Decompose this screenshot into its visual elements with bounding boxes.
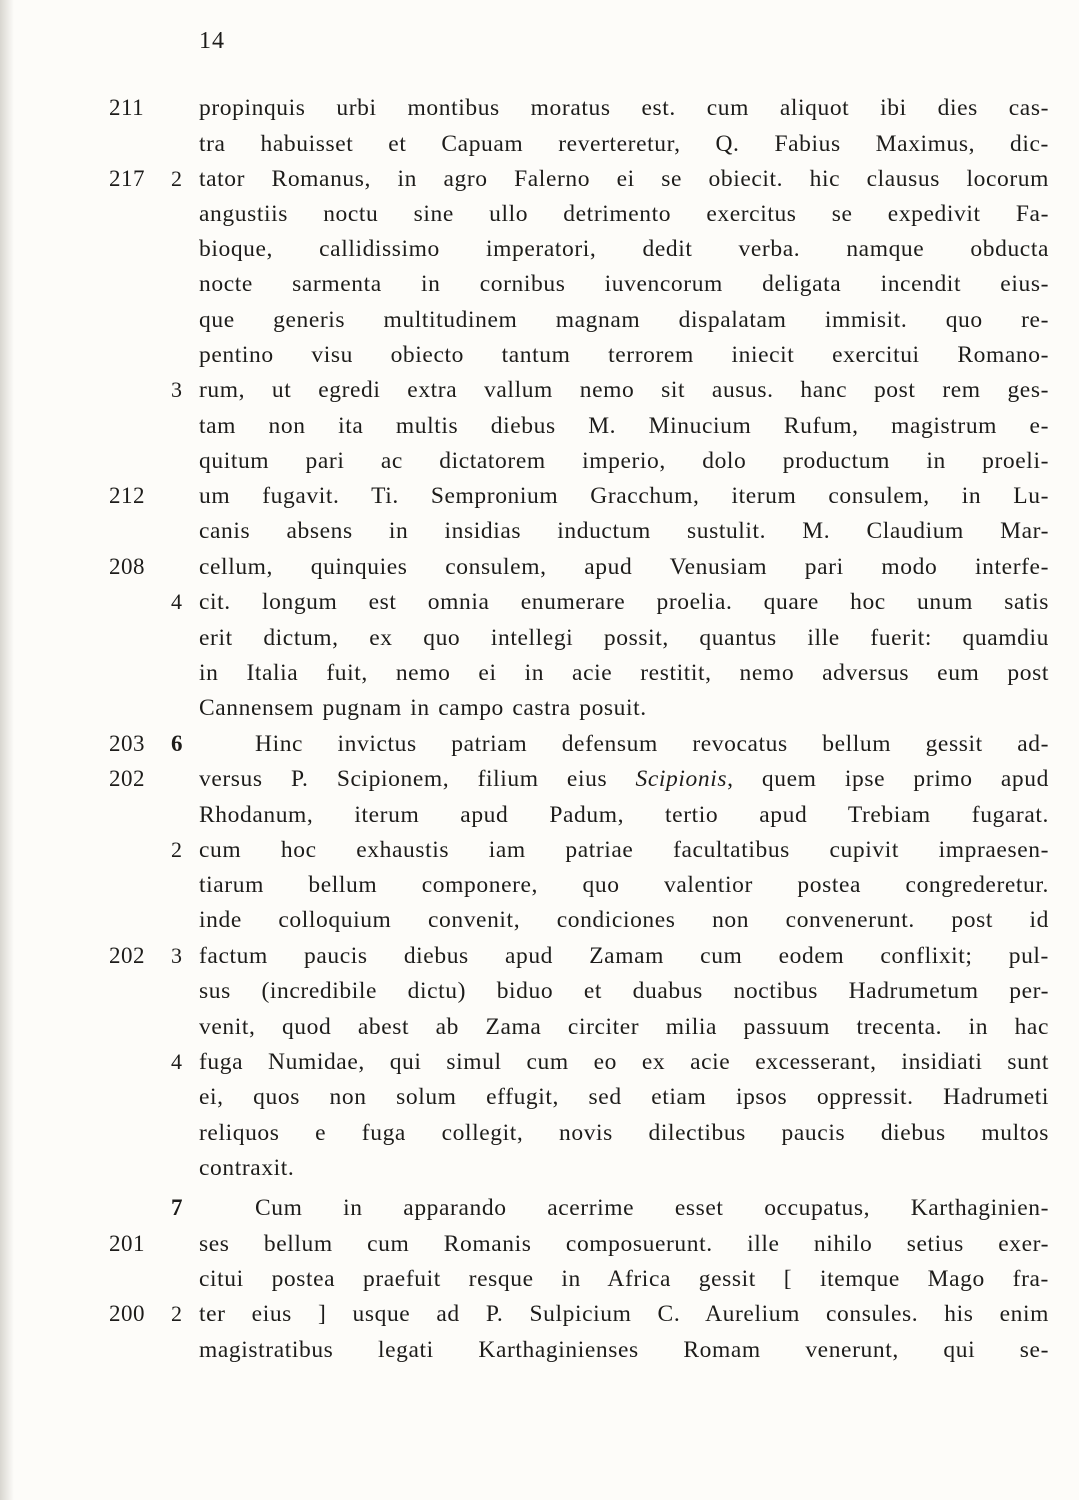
text-line — [0, 1009, 1079, 1045]
section-number: 4 — [171, 589, 182, 614]
line-text: inde colloquium convenit, condiciones non convenerunt. post id — [199, 907, 1049, 933]
year-margin-note: 203 — [109, 731, 145, 756]
page-number: 14 — [199, 28, 225, 54]
line-text: tam non ita multis diebus M. Minucium Rufum, magistrum e- — [199, 413, 1049, 439]
text-line — [0, 513, 1079, 549]
line-text: in Italia fuit, nemo ei in acie restitit, nemo adversus eum post — [199, 660, 1049, 686]
line-text: cit. longum est omnia enumerare proelia. quare hoc unum satis — [199, 589, 1049, 615]
line-text: Cannensem pugnam in campo castra posuit. — [199, 695, 647, 721]
italic-word: Scipionis — [635, 766, 728, 792]
text-line — [0, 867, 1079, 903]
line-text: propinquis urbi montibus moratus est. cum aliquot ibi dies cas- — [199, 95, 1049, 121]
line-text: citui postea praefuit resque in Africa gessit [ itemque Mago fra- — [199, 1266, 1049, 1292]
line-text: erit dictum, ex quo intellegi possit, quantus ille fuerit: quamdiu — [199, 625, 1049, 651]
text-line — [0, 443, 1079, 479]
chapter-number: 6 — [171, 731, 183, 756]
line-text: fuga Numidae, qui simul cum eo ex acie excesserant, insidiati sunt — [199, 1049, 1049, 1075]
line-text: tra habuisset et Capuam reverteretur, Q. Fabius Maximus, dic- — [199, 131, 1049, 157]
line-text: tiarum bellum componere, quo valentior postea congrederetur. — [199, 872, 1049, 898]
line-text: tator Romanus, in agro Falerno ei se obiecit. hic clausus locorum — [199, 166, 1049, 192]
line-text: sus (incredibile dictu) biduo et duabus noctibus Hadrumetum per- — [199, 978, 1049, 1004]
line-text: angustiis noctu sine ullo detrimento exercitus se expedivit Fa- — [199, 201, 1049, 227]
line-text: ei, quos non solum effugit, sed etiam ipsos oppressit. Hadrumeti — [199, 1084, 1049, 1110]
text-line — [0, 1261, 1079, 1297]
text-line — [0, 973, 1079, 1009]
text-line — [0, 549, 1079, 585]
text-line — [0, 620, 1079, 656]
line-text: bioque, callidissimo imperatori, dedit verba. namque obducta — [199, 236, 1049, 262]
text-line — [0, 902, 1079, 938]
line-text: Hinc invictus patriam defensum revocatus bellum gessit ad- — [255, 731, 1049, 757]
line-text: canis absens in insidias inductum sustulit. M. Claudium Mar- — [199, 518, 1049, 544]
text-line — [0, 1332, 1079, 1368]
line-text: Cum in apparando acerrime esset occupatus, Karthaginien- — [255, 1195, 1049, 1221]
line-text-part: , quem ipse primo apud — [727, 766, 1049, 792]
section-number: 3 — [171, 943, 182, 968]
text-line — [0, 478, 1079, 514]
year-margin-note: 202 — [109, 943, 145, 968]
text-line — [0, 690, 1079, 726]
text-line — [0, 655, 1079, 691]
text-line — [0, 797, 1079, 833]
year-margin-note: 201 — [109, 1231, 145, 1256]
text-line — [0, 126, 1079, 162]
text-line — [0, 584, 1079, 620]
text-line — [0, 1079, 1079, 1115]
year-margin-note: 202 — [109, 766, 145, 791]
section-number: 2 — [171, 837, 182, 862]
line-text: Rhodanum, iterum apud Padum, tertio apud Trebiam fugarat. — [199, 802, 1049, 828]
year-margin-note: 200 — [109, 1301, 145, 1326]
line-text: reliquos e fuga collegit, novis dilectibus paucis diebus multos — [199, 1120, 1049, 1146]
text-line — [0, 408, 1079, 444]
line-text: nocte sarmenta in cornibus iuvencorum deligata incendit eius- — [199, 271, 1049, 297]
text-line — [0, 1296, 1079, 1332]
section-number: 2 — [171, 166, 182, 191]
line-text: pentino visu obiecto tantum terrorem iniecit exercitui Romano- — [199, 342, 1049, 368]
text-line — [0, 231, 1079, 267]
line-text: ses bellum cum Romanis composuerunt. ille nihilo setius exer- — [199, 1231, 1049, 1257]
line-text — [199, 761, 1049, 797]
text-line — [0, 1044, 1079, 1080]
line-text: contraxit. — [199, 1155, 295, 1181]
year-margin-note: 212 — [109, 483, 145, 508]
section-number: 4 — [171, 1049, 182, 1074]
text-line — [0, 832, 1079, 868]
text-line — [0, 90, 1079, 126]
line-text: venit, quod abest ab Zama circiter milia passuum trecenta. in hac — [199, 1014, 1049, 1040]
text-line — [0, 266, 1079, 302]
text-line — [0, 1115, 1079, 1151]
text-line — [0, 726, 1079, 762]
line-text: ter eius ] usque ad P. Sulpicium C. Aurelium consules. his enim — [199, 1301, 1049, 1327]
section-number: 3 — [171, 377, 182, 402]
text-line — [0, 1150, 1079, 1186]
line-text: factum paucis diebus apud Zamam cum eodem conflixit; pul- — [199, 943, 1049, 969]
line-text: cum hoc exhaustis iam patriae facultatibus cupivit impraesen- — [199, 837, 1049, 863]
line-text: um fugavit. Ti. Sempronium Gracchum, iterum consulem, in Lu- — [199, 483, 1049, 509]
line-text: que generis multitudinem magnam dispalatam immisit. quo re- — [199, 307, 1049, 333]
line-text-part: versus P. Scipionem, filium eius — [199, 766, 636, 792]
chapter-number: 7 — [171, 1195, 183, 1220]
text-line — [0, 938, 1079, 974]
section-number: 2 — [171, 1301, 182, 1326]
line-text: quitum pari ac dictatorem imperio, dolo productum in proeli- — [199, 448, 1049, 474]
line-text: rum, ut egredi extra vallum nemo sit ausus. hanc post rem ges- — [199, 377, 1049, 403]
text-line — [0, 1226, 1079, 1262]
text-line — [0, 1190, 1079, 1226]
year-margin-note: 211 — [109, 95, 145, 120]
text-line — [0, 161, 1079, 197]
year-margin-note: 217 — [109, 166, 145, 191]
line-text: magistratibus legati Karthaginienses Romam venerunt, qui se- — [199, 1337, 1049, 1363]
line-text: cellum, quinquies consulem, apud Venusiam pari modo interfe- — [199, 554, 1049, 580]
text-line — [0, 302, 1079, 338]
year-margin-note: 208 — [109, 554, 145, 579]
text-line — [0, 761, 1079, 797]
text-line — [0, 372, 1079, 408]
text-line — [0, 196, 1079, 232]
text-line — [0, 337, 1079, 373]
